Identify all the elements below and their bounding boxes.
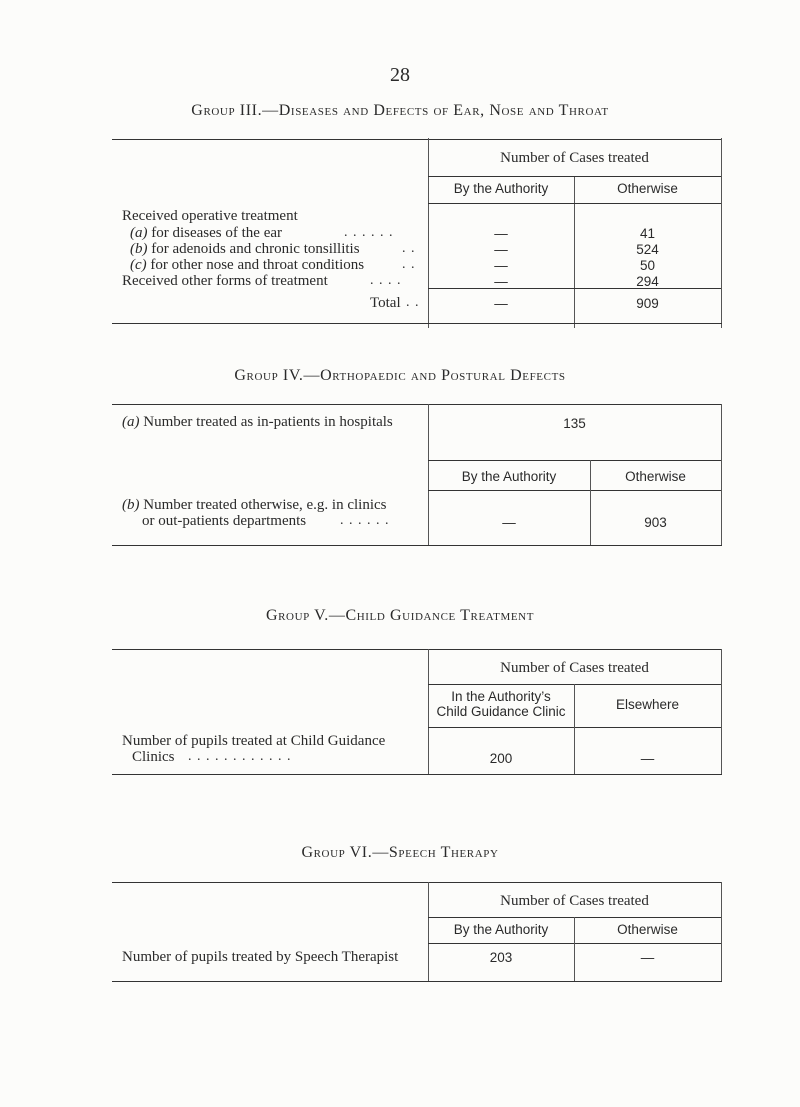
group3-other-forms-otherwise: 294 (636, 274, 659, 289)
group6-row-authority: 203 (489, 950, 513, 965)
group5-row-dots: . . . . . . . . . . . . (188, 749, 292, 764)
group4-row-a-value: 135 (563, 416, 586, 431)
group3-header-number-of-cases: Number of Cases treated (500, 150, 649, 166)
group5-row-label-line2: Clinics (132, 749, 175, 765)
group3-row-a-label: (a) for diseases of the ear (130, 225, 283, 241)
group4-row-b-authority: — (502, 515, 516, 530)
group3-total-authority: — (494, 296, 508, 311)
group6-col-by-authority: By the Authority (453, 922, 549, 937)
group3-row-b-authority: — (494, 242, 508, 257)
group4-row-a-label: (a) Number treated as in-patients in hospitals (122, 414, 393, 430)
group4-row-b-label-line1: (b) Number treated otherwise, e.g. in clinics (122, 497, 387, 513)
group3-received-operative: Received operative treatment (122, 208, 298, 224)
group3-total-label: Total (370, 295, 401, 311)
group5-heading: Group V.—Child Guidance Treatment (265, 607, 535, 624)
group5-row-elsewhere: — (640, 751, 655, 766)
group3-other-forms-dots: . . . . (370, 273, 402, 288)
group5-col-authority-line2: Child Guidance Clinic (436, 704, 566, 719)
group4-col-otherwise: Otherwise (625, 469, 686, 484)
group3-total-dots: . . (406, 295, 420, 310)
group6-row-otherwise: — (640, 950, 655, 965)
group6-heading: Group VI.—Speech Therapy (301, 844, 499, 861)
group5-row-authority: 200 (489, 751, 513, 766)
group3-total-otherwise: 909 (636, 296, 659, 311)
group3-row-a-authority: — (494, 226, 508, 241)
group3-col-by-authority: By the Authority (453, 181, 549, 196)
group3-other-forms-authority: — (494, 274, 508, 289)
group3-row-c-otherwise: 50 (639, 258, 656, 273)
group6-col-otherwise: Otherwise (617, 922, 678, 937)
group3-row-b-dots: . . (402, 241, 416, 256)
group4-col-by-authority: By the Authority (461, 469, 557, 484)
group3-row-c-authority: — (494, 258, 508, 273)
group3-row-c-label: (c) for other nose and throat conditions (130, 257, 365, 273)
group4-row-b-otherwise: 903 (644, 515, 667, 530)
group3-row-a-otherwise: 41 (639, 226, 656, 241)
group3-row-c-dots: . . (402, 257, 416, 272)
page-number: 28 (390, 64, 410, 86)
group5-col-authority-line1: In the Authority’s (451, 689, 551, 704)
group4-heading: Group IV.—Orthopaedic and Postural Defects (234, 367, 566, 384)
group3-heading: Group III.—Diseases and Defects of Ear, Nose and Throat (191, 102, 609, 119)
group5-header-number-of-cases: Number of Cases treated (500, 660, 649, 676)
group5-row-label-line1: Number of pupils treated at Child Guidance (122, 733, 386, 749)
group3-row-b-otherwise: 524 (636, 242, 659, 257)
group3-row-b-label: (b) for adenoids and chronic tonsillitis (130, 241, 360, 257)
group4-row-b-dots: . . . . . . (340, 513, 390, 528)
group3-row-a-dots: . . . . . . (344, 225, 394, 240)
group3-other-forms-label: Received other forms of treatment (122, 273, 328, 289)
group6-header-number-of-cases: Number of Cases treated (500, 893, 649, 909)
group3-col-otherwise: Otherwise (617, 181, 678, 196)
group5-col-elsewhere: Elsewhere (615, 697, 680, 712)
group4-row-b-label-line2: or out-patients departments (142, 513, 307, 529)
group6-row-label: Number of pupils treated by Speech Therapist (122, 949, 399, 965)
